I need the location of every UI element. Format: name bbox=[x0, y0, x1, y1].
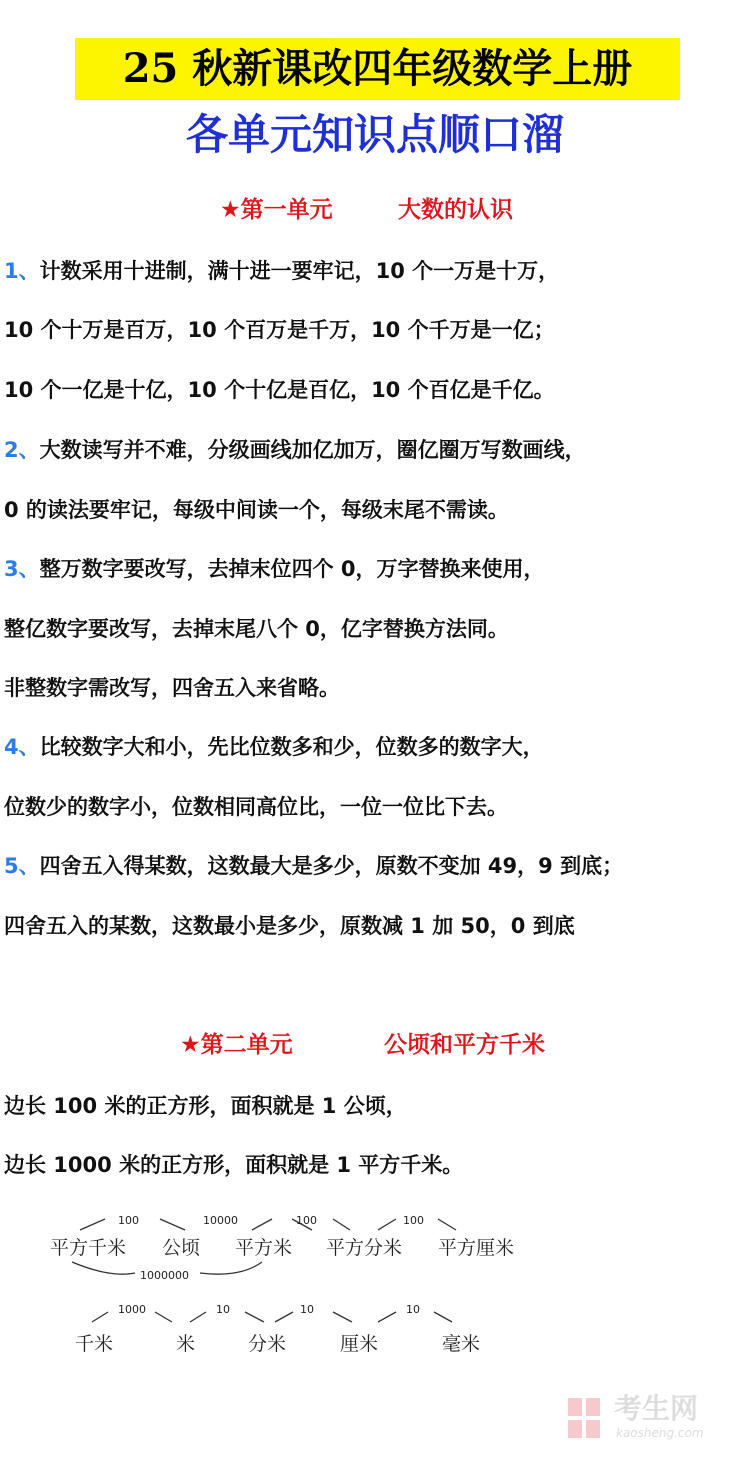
unit1-line-9 bbox=[4, 727, 544, 767]
length-unit-dm: 分米 bbox=[248, 1333, 287, 1355]
line-text: 整亿数字要改写，去掉末尾八个 0，亿字替换方法同。 bbox=[4, 617, 509, 641]
connector-line bbox=[160, 1219, 185, 1230]
watermark-text: 考生网 bbox=[614, 1392, 699, 1425]
line-text: 计数采用十进制，满十进一要牢记，10 个一万是十万， bbox=[39, 259, 560, 283]
line-text: 10 个十万是百万，10 个百万是千万，10 个千万是一亿； bbox=[4, 318, 555, 342]
unit2-heading-topic: 公顷和平方千米 bbox=[384, 1032, 545, 1058]
line-text: 10 个一亿是十亿，10 个十亿是百亿，10 个百亿是千亿。 bbox=[4, 378, 555, 402]
length-factor-2: 10 bbox=[216, 1303, 230, 1316]
area-factor-3: 100 bbox=[296, 1214, 317, 1227]
unit2-line-2 bbox=[4, 1145, 463, 1185]
line-text: 整万数字要改写，去掉末位四个 0，万字替换来使用， bbox=[39, 557, 545, 581]
item-number: 1、 bbox=[4, 259, 40, 283]
length-unit-mm: 毫米 bbox=[442, 1333, 481, 1355]
line-text: 四舍五入得某数，这数最大是多少，原数不变加 49，9 到底； bbox=[39, 854, 624, 878]
area-factor-2: 10000 bbox=[203, 1214, 238, 1227]
unit1-line-6 bbox=[4, 549, 545, 589]
connector-line bbox=[80, 1219, 105, 1230]
unit2-line-1 bbox=[4, 1086, 407, 1126]
line-text: 非整数字需改写，四舍五入来省略。 bbox=[4, 676, 340, 700]
unit-conversion-diagram bbox=[0, 1200, 750, 1380]
unit1-line-7 bbox=[4, 609, 509, 649]
length-factor-3: 10 bbox=[300, 1303, 314, 1316]
line-text: 位数少的数字小，位数相同高位比，一位一位比下去。 bbox=[4, 795, 508, 819]
watermark bbox=[562, 1392, 742, 1448]
connector-arc bbox=[72, 1262, 135, 1274]
unit1-line-10 bbox=[4, 787, 508, 827]
unit1-line-1 bbox=[4, 251, 559, 291]
area-unit-sq-cm: 平方厘米 bbox=[438, 1237, 515, 1259]
unit1-line-2 bbox=[4, 310, 555, 350]
connector-arc bbox=[200, 1262, 262, 1274]
connector-line bbox=[333, 1312, 352, 1322]
unit1-line-12 bbox=[4, 906, 575, 946]
area-unit-hectare: 公顷 bbox=[162, 1237, 201, 1259]
unit1-line-11 bbox=[4, 846, 623, 886]
connector-line bbox=[245, 1312, 264, 1322]
page-title: 25 秋新课改四年级数学上册 bbox=[75, 38, 680, 100]
connector-line bbox=[378, 1312, 396, 1322]
length-unit-cm: 厘米 bbox=[340, 1333, 379, 1355]
connector-line bbox=[155, 1312, 172, 1322]
line-text: 0 的读法要牢记，每级中间读一个，每级末尾不需读。 bbox=[4, 498, 509, 522]
line-text: 边长 100 米的正方形，面积就是 1 公顷， bbox=[4, 1094, 407, 1118]
length-unit-m: 米 bbox=[176, 1333, 196, 1355]
unit1-heading-topic: 大数的认识 bbox=[398, 197, 513, 223]
connector-line bbox=[92, 1312, 108, 1322]
item-number: 5、 bbox=[4, 854, 40, 878]
line-text: 四舍五入的某数，这数最小是多少，原数减 1 加 50，0 到底 bbox=[4, 914, 575, 938]
kaosheng-logo-icon bbox=[566, 1396, 604, 1440]
area-big-factor: 1000000 bbox=[140, 1269, 189, 1282]
connector-line bbox=[275, 1312, 293, 1322]
connector-line bbox=[333, 1219, 350, 1230]
connector-line bbox=[252, 1219, 272, 1230]
unit1-line-4 bbox=[4, 430, 586, 470]
line-text: 大数读写并不难，分级画线加亿加万，圈亿圈万写数画线， bbox=[39, 438, 586, 462]
item-number: 3、 bbox=[4, 557, 40, 581]
area-unit-sq-m: 平方米 bbox=[235, 1237, 293, 1259]
area-unit-sq-km: 平方千米 bbox=[50, 1237, 127, 1259]
item-number: 2、 bbox=[4, 438, 40, 462]
length-factor-4: 10 bbox=[406, 1303, 420, 1316]
connector-line bbox=[438, 1219, 456, 1230]
area-factor-1: 100 bbox=[118, 1214, 139, 1227]
connector-line bbox=[378, 1219, 396, 1230]
unit2-heading-label: ★第二单元 bbox=[180, 1032, 293, 1058]
watermark-url: kaosheng.com bbox=[616, 1426, 704, 1440]
unit1-line-3 bbox=[4, 370, 555, 410]
line-text: 比较数字大和小，先比位数多和少，位数多的数字大， bbox=[39, 735, 544, 759]
length-unit-km: 千米 bbox=[75, 1333, 114, 1355]
item-number: 4、 bbox=[4, 735, 40, 759]
page-subtitle: 各单元知识点顺口溜 bbox=[185, 110, 564, 159]
connector-line bbox=[434, 1312, 452, 1322]
unit1-line-8 bbox=[4, 668, 340, 708]
line-text: 边长 1000 米的正方形，面积就是 1 平方千米。 bbox=[4, 1153, 464, 1177]
connector-line bbox=[190, 1312, 206, 1322]
length-factor-1: 1000 bbox=[118, 1303, 146, 1316]
area-factor-4: 100 bbox=[403, 1214, 424, 1227]
area-unit-sq-dm: 平方分米 bbox=[326, 1237, 403, 1259]
unit1-heading-label: ★第一单元 bbox=[220, 197, 333, 223]
unit1-line-5 bbox=[4, 490, 509, 530]
